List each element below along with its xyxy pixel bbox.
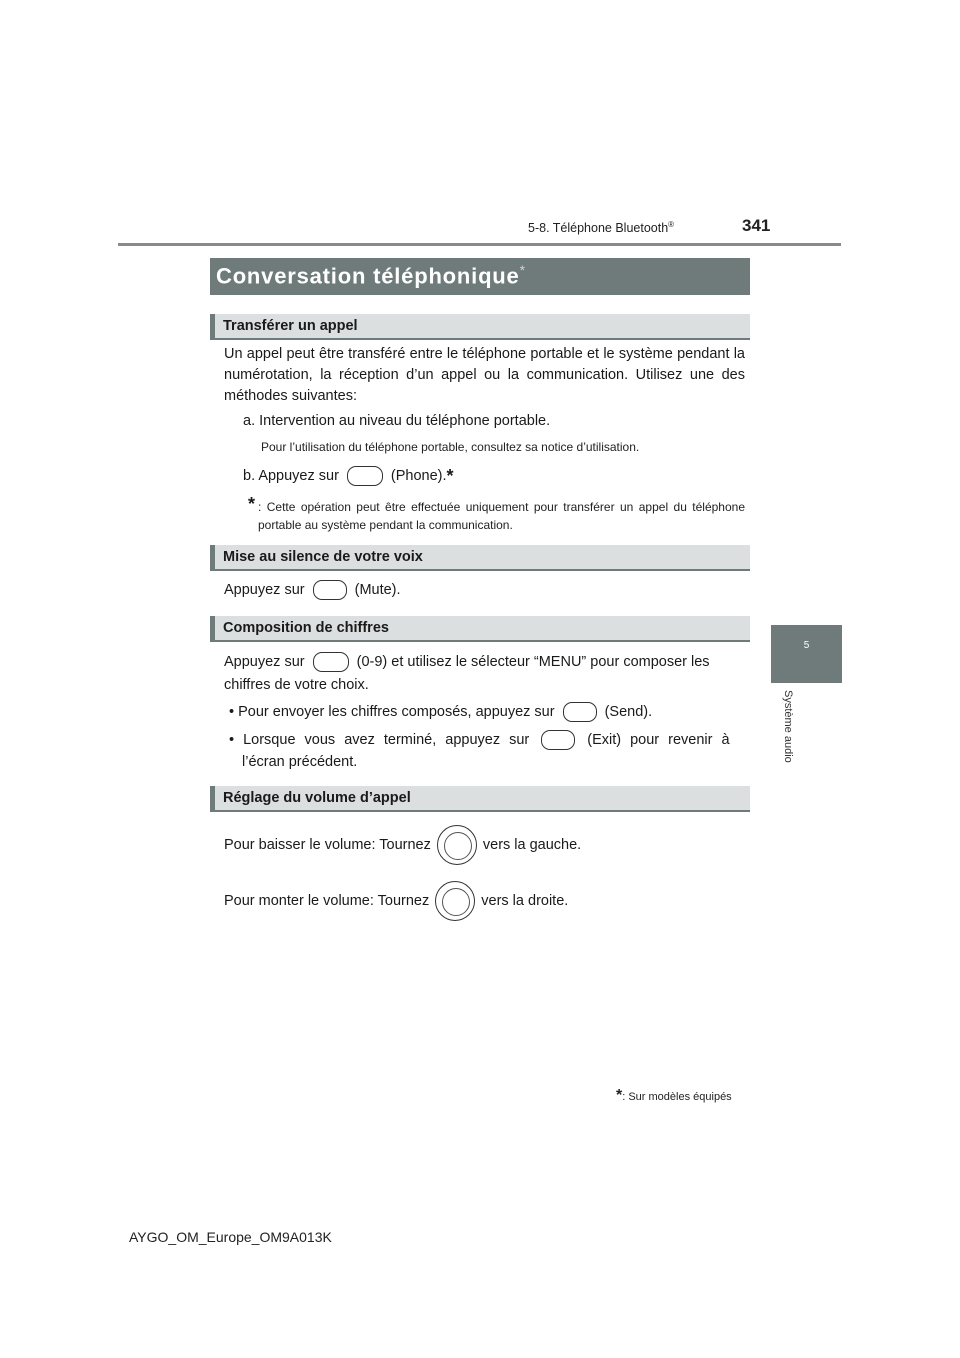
digits-bullet-send: • Pour envoyer les chiffres composés, appuyez sur (Send). <box>229 702 652 722</box>
footnote-mark: * <box>248 494 256 514</box>
mute-instruction: Appuyez sur (Mute). <box>224 580 401 600</box>
chapter-number: 5 <box>803 640 810 651</box>
transfer-footnote: : Cette opération peut être effectuée uniquement pour transférer un appel du téléphone portable au système pendant la communication. <box>258 500 745 532</box>
digits-button-icon <box>313 652 349 672</box>
digits-bullet-exit-line2: l’écran précédent. <box>242 754 358 770</box>
volume-knob-icon <box>435 881 475 921</box>
section-header: 5-8. Téléphone Bluetooth® <box>528 220 675 236</box>
document-id: AYGO_OM_Europe_OM9A013K <box>129 1229 332 1245</box>
digits-instruction: Appuyez sur (0-9) et utilisez le sélecteur “MENU” pour composer les <box>224 652 710 672</box>
transfer-item-a-note: Pour l’utilisation du téléphone portable, consultez sa notice d’utilisation. <box>261 440 640 454</box>
digits-bullet-exit: • Lorsque vous avez terminé, appuyez sur (Exit) pour revenir à <box>229 730 730 750</box>
section-heading-transfer: Transférer un appel <box>210 314 750 340</box>
page-title: Conversation téléphonique* <box>216 262 526 289</box>
header-rule <box>118 243 841 246</box>
transfer-item-b: b. Appuyez sur (Phone).* <box>243 466 454 486</box>
phone-button-icon <box>347 466 383 486</box>
chapter-label: Système audio <box>782 690 794 763</box>
page-number: 341 <box>742 216 771 235</box>
volume-down-instruction: Pour baisser le volume: Tournez vers la gauche. <box>224 825 581 865</box>
section-heading-mute: Mise au silence de votre voix <box>210 545 750 571</box>
transfer-intro: Un appel peut être transféré entre le téléphone portable et le système pendant la numérotation, la réception d’un appel ou la communication. Utilisez une des méthodes suivantes: <box>224 346 745 404</box>
digits-instruction-line2: chiffres de votre choix. <box>224 677 369 693</box>
section-heading-volume: Réglage du volume d’appel <box>210 786 750 812</box>
volume-knob-icon <box>437 825 477 865</box>
chapter-tab <box>771 625 842 683</box>
section-heading-digits: Composition de chiffres <box>210 616 750 642</box>
page-note: *: Sur modèles équipés <box>616 1087 732 1104</box>
exit-button-icon <box>541 730 575 750</box>
transfer-item-a: a. Intervention au niveau du téléphone portable. <box>243 413 551 429</box>
mute-button-icon <box>313 580 347 600</box>
send-button-icon <box>563 702 597 722</box>
volume-up-instruction: Pour monter le volume: Tournez vers la droite. <box>224 881 568 921</box>
